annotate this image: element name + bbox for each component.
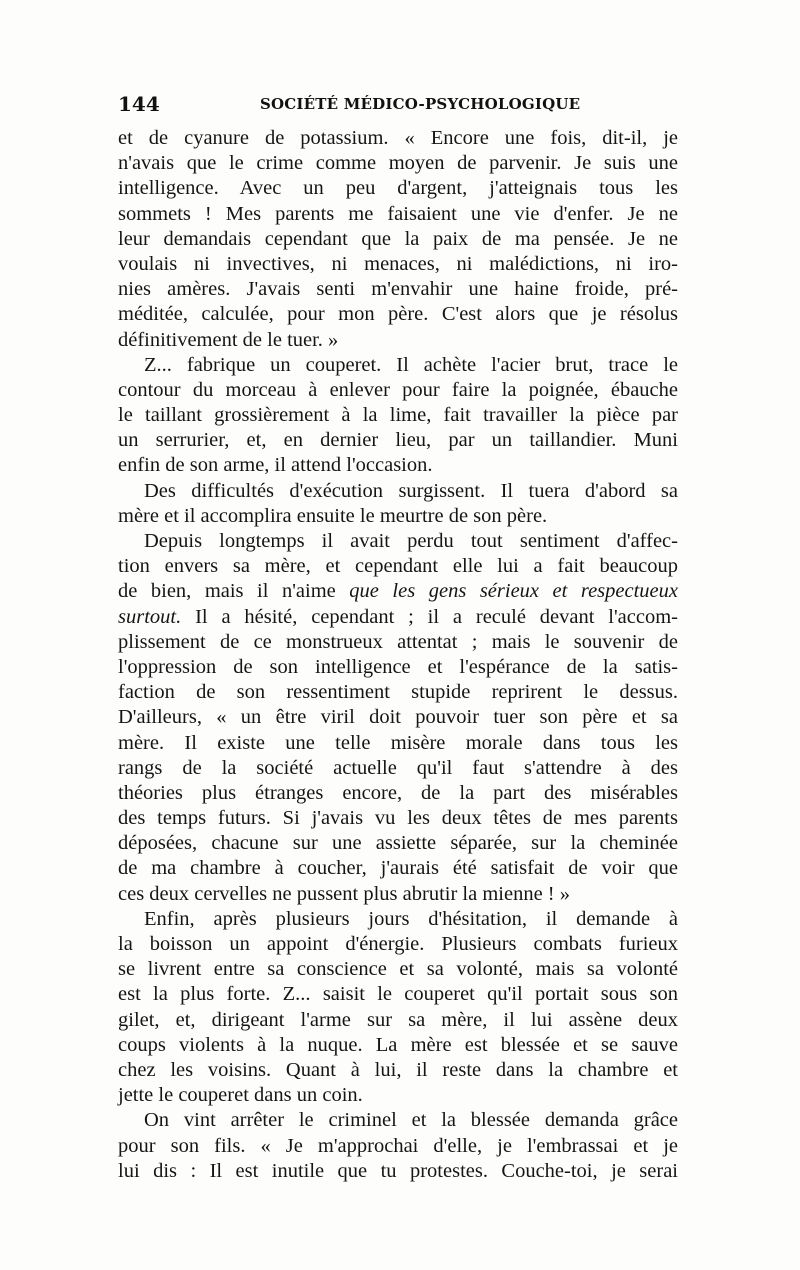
text-line: se livrent entre sa conscience et sa volonté, mais sa volonté <box>118 958 678 981</box>
text-segment: de bien, mais il n'aime <box>118 580 350 603</box>
text-line: jette le couperet dans un coin. <box>118 1084 363 1107</box>
text-line: de ma chambre à coucher, j'aurais été satisfait de voir que <box>118 857 678 880</box>
text-line: l'oppression de son intelligence et l'espérance de la satis- <box>118 655 678 678</box>
text-line: Des difficultés d'exécution surgissent. Il tuera d'abord sa <box>144 479 678 502</box>
text-line: mère. Il existe une telle misère morale dans tous les <box>118 731 678 754</box>
text-line: et de cyanure de potassium. « Encore une fois, dit-il, je <box>118 127 678 149</box>
text-line: déposées, chacune sur une assiette séparée, sur la cheminée <box>118 832 678 855</box>
text-line: des temps futurs. Si j'avais vu les deux têtes de mes parents <box>118 807 678 830</box>
text-line: nies amères. J'avais senti m'envahir une haine froide, pré- <box>118 278 678 301</box>
text-line: intelligence. Avec un peu d'argent, j'atteignais tous les <box>118 177 678 200</box>
text-line: Z... fabrique un couperet. Il achète l'acier brut, trace le <box>144 353 678 376</box>
text-line: rangs de la société actuelle qu'il faut s'attendre à des <box>118 756 678 779</box>
italic-phrase: surtout. <box>118 605 182 628</box>
text-line: chez les voisins. Quant à lui, il reste dans la chambre et <box>118 1058 678 1081</box>
text-line: On vint arrêter le criminel et la blessée demanda grâce <box>144 1109 678 1132</box>
text-line: méditée, calculée, pour mon père. C'est alors que je résolus <box>118 303 678 326</box>
text-line: pour son fils. « Je m'approchai d'elle, je l'embrassai et je <box>118 1134 678 1157</box>
text-line: D'ailleurs, « un être viril doit pouvoir tuer son père et sa <box>118 706 678 729</box>
text-line: un serrurier, et, en dernier lieu, par un taillandier. Muni <box>118 429 678 452</box>
text-segment: Il a hésité, cependant ; il a reculé devant l'accom- <box>181 605 678 628</box>
text-line: sommets ! Mes parents me faisaient une vie d'enfer. Je ne <box>118 202 678 225</box>
text-line: leur demandais cependant que la paix de ma pensée. Je ne <box>118 227 678 250</box>
text-line: plissement de ce monstrueux attentat ; mais le souvenir de <box>118 630 678 653</box>
text-line <box>118 605 678 630</box>
journal-title: SOCIÉTÉ MÉDICO-PSYCHOLOGIQUE <box>260 95 581 113</box>
text-line: Enfin, après plusieurs jours d'hésitation, il demande à <box>144 907 678 930</box>
running-head <box>118 92 678 116</box>
text-line: coups violents à la nuque. La mère est blessée et se sauve <box>118 1033 678 1056</box>
body-text <box>118 126 678 1184</box>
text-line: théories plus étranges encore, de la part des misérables <box>118 781 678 804</box>
text-line: est la plus forte. Z... saisit le couperet qu'il portait sous son <box>118 983 678 1006</box>
text-line: contour du morceau à enlever pour faire la poignée, ébauche <box>118 378 678 401</box>
page-number: 144 <box>118 92 160 116</box>
text-line: n'avais que le crime comme moyen de parvenir. Je suis une <box>118 152 678 175</box>
text-line: voulais ni invectives, ni menaces, ni malédictions, ni iro- <box>118 252 678 275</box>
text-line: ces deux cervelles ne pussent plus abrutir la mienne ! » <box>118 882 570 905</box>
text-line: faction de son ressentiment stupide reprirent le dessus. <box>118 681 678 704</box>
text-line <box>118 579 678 604</box>
text-line: enfin de son arme, il attend l'occasion. <box>118 454 433 477</box>
text-line: Depuis longtemps il avait perdu tout sentiment d'affec- <box>144 530 678 552</box>
text-line: définitivement de le tuer. » <box>118 328 339 351</box>
text-line: tion envers sa mère, et cependant elle lui a fait beaucoup <box>118 555 678 578</box>
italic-phrase: que les gens sérieux et respectueux <box>349 580 678 603</box>
text-line: le taillant grossièrement à la lime, fait travailler la pièce par <box>118 404 678 427</box>
text-line: la boisson un appoint d'énergie. Plusieurs combats furieux <box>118 933 678 955</box>
text-line: lui dis : Il est inutile que tu protestes. Couche-toi, je serai <box>118 1159 678 1182</box>
text-line: mère et il accomplira ensuite le meurtre de son père. <box>118 504 548 527</box>
text-line: gilet, et, dirigeant l'arme sur sa mère, il lui assène deux <box>118 1008 678 1031</box>
